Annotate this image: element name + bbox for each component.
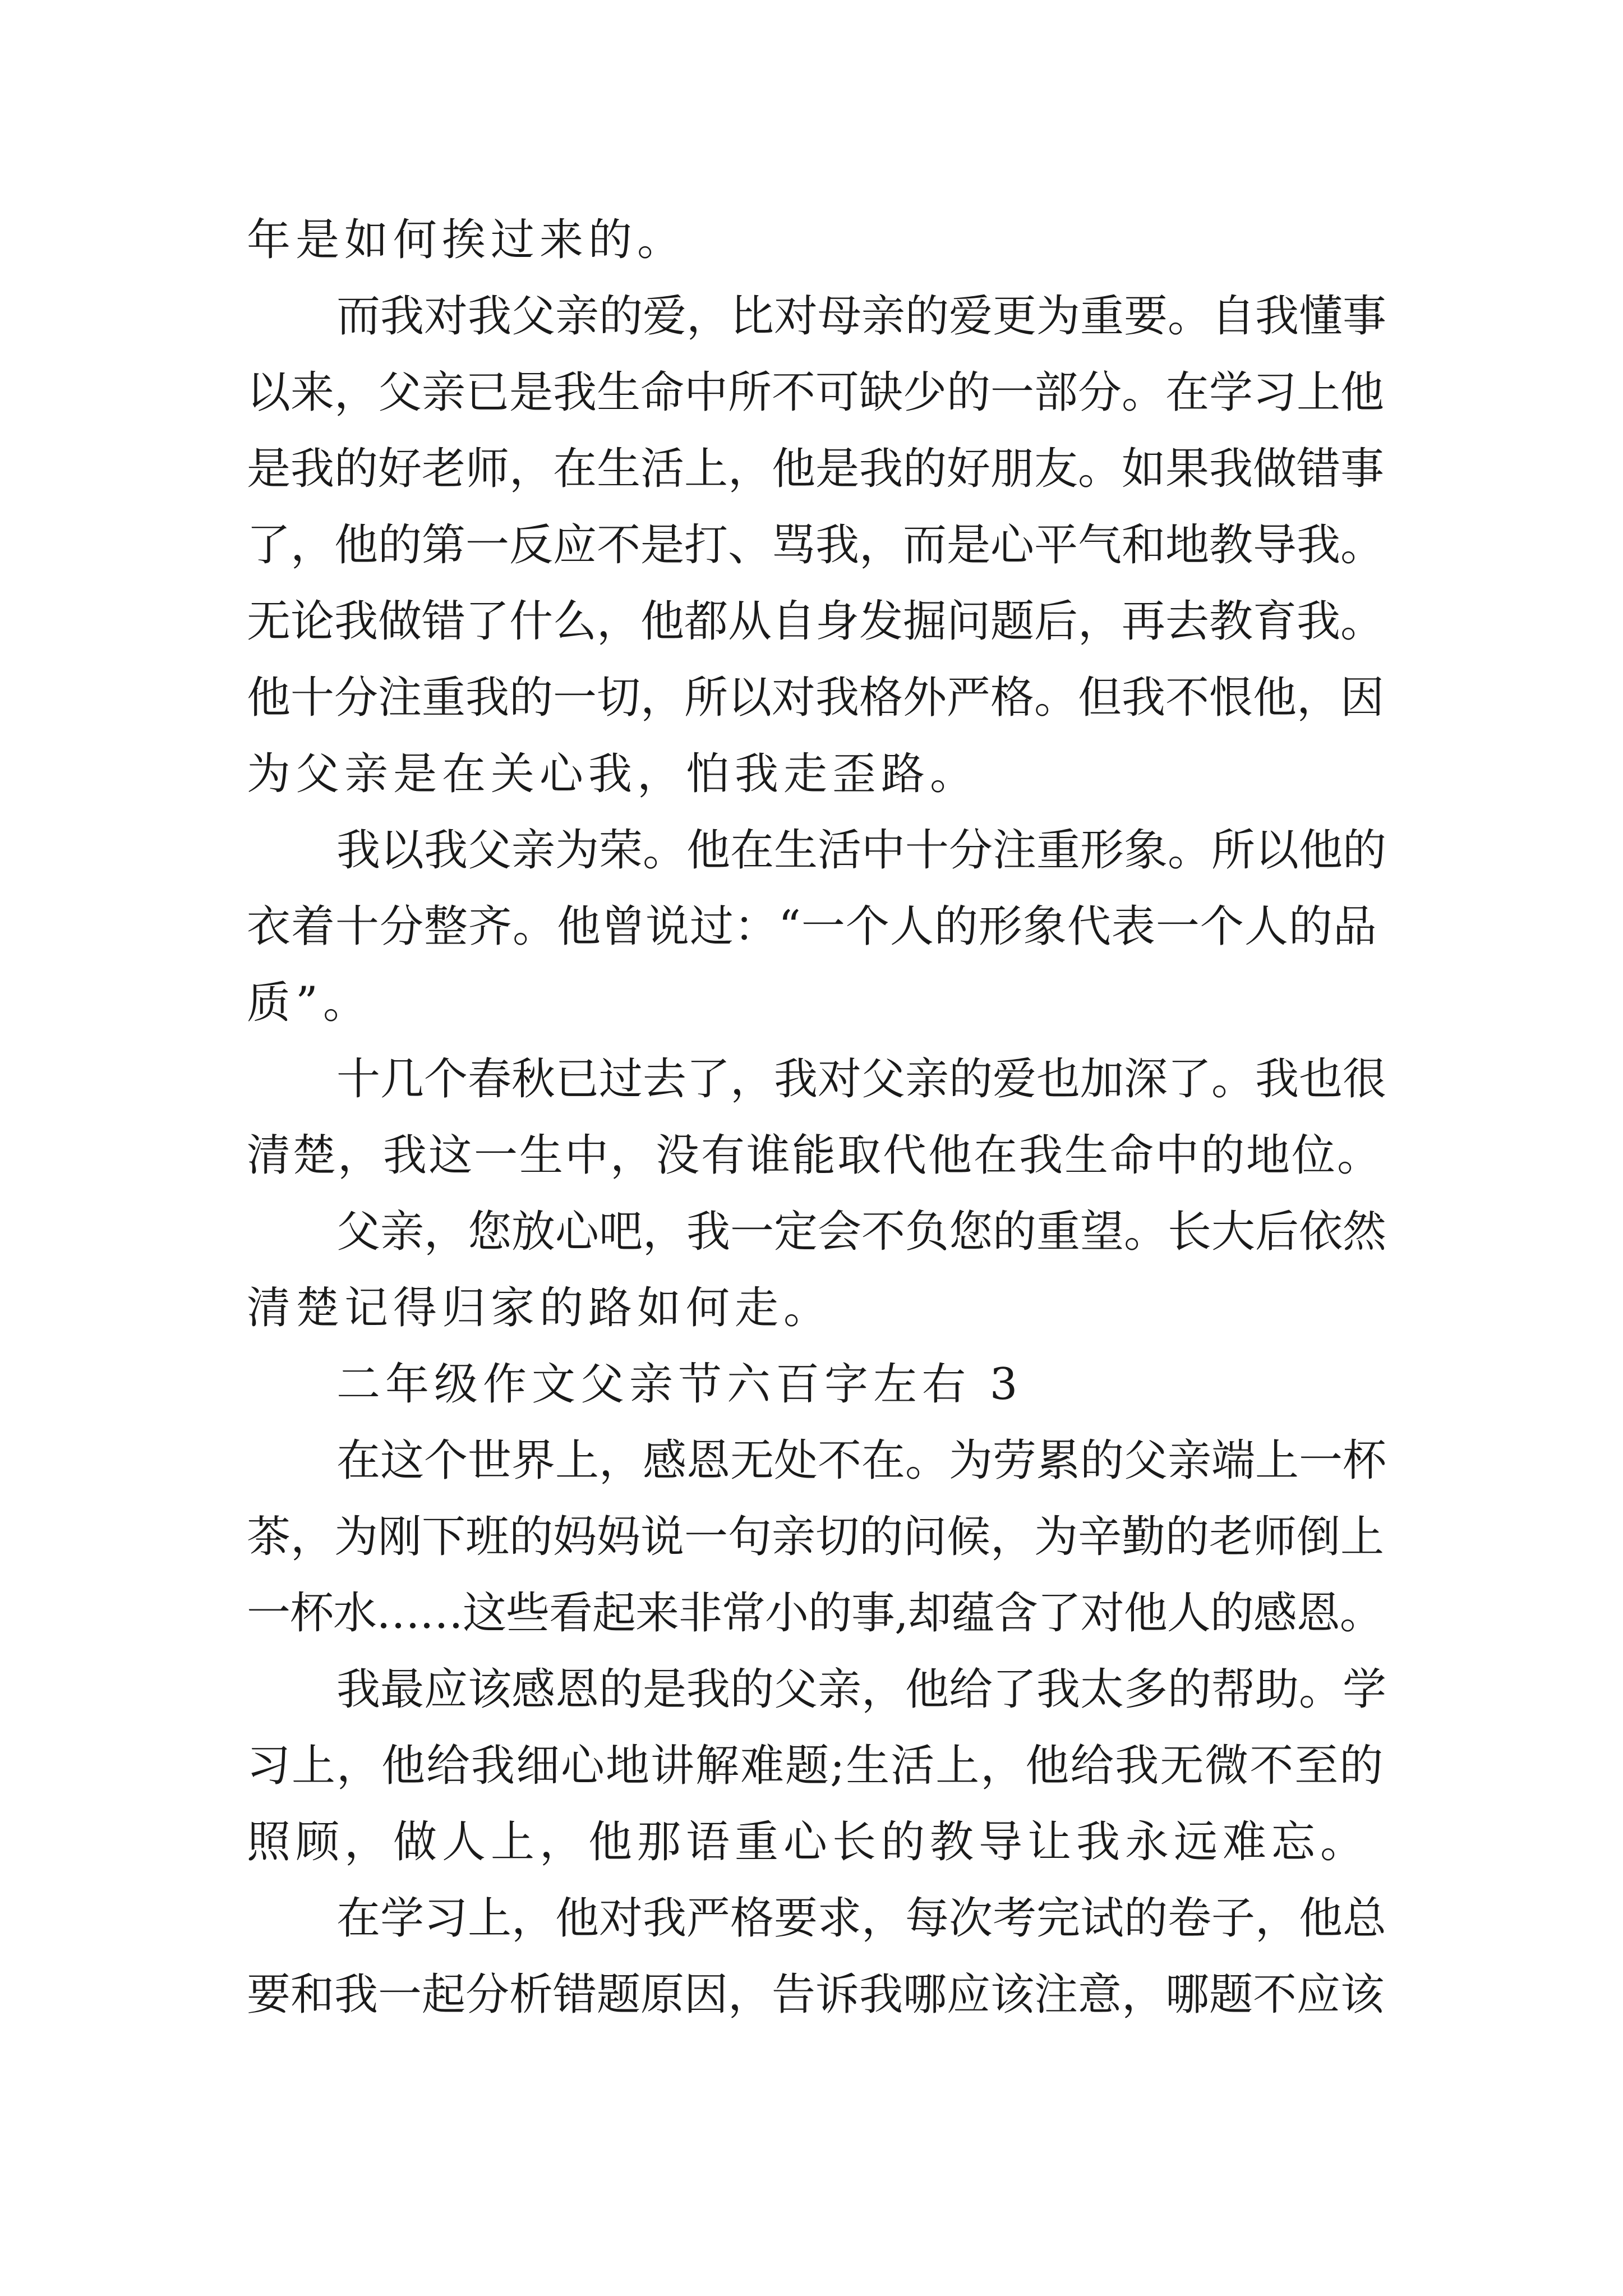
text-line: 茶，为刚下班的妈妈说一句亲切的问候，为辛勤的老师倒上 (247, 1512, 1385, 1562)
text-line: 清楚记得归家的路如何走。 (247, 1283, 833, 1333)
text-line: 照顾，做人上，他那语重心长的教导让我永远难忘。 (247, 1817, 1370, 1867)
text-line: 质”。 (247, 978, 372, 1028)
section-heading: 二年级作文父亲节六百字左右 3 (336, 1359, 1023, 1410)
text-line: 衣着十分整齐。他曾说过：“一个人的形象代表一个人的品 (247, 901, 1377, 952)
text-line: 在学习上，他对我严格要求，每次考完试的卷子，他总 (336, 1893, 1387, 1944)
text-line: 十几个春秋已过去了，我对父亲的爱也加深了。我也很 (336, 1054, 1387, 1105)
text-line: 清楚，我这一生中，没有谁能取代他在我生命中的地位。 (247, 1130, 1383, 1181)
text-line: 我最应该感恩的是我的父亲，他给了我太多的帮助。学 (336, 1664, 1387, 1715)
essay-body (247, 202, 1391, 2033)
text-line: 是我的好老师，在生活上，他是我的好朋友。如果我做错事 (247, 444, 1385, 494)
text-line: 而我对我父亲的爱，比对母亲的爱更为重要。自我懂事 (336, 291, 1387, 342)
text-line: 了，他的第一反应不是打、骂我，而是心平气和地教导我。 (247, 520, 1385, 570)
text-line: 在这个世界上，感恩无处不在。为劳累的父亲端上一杯 (336, 1435, 1387, 1486)
text-line: 他十分注重我的一切，所以对我格外严格。但我不恨他，因 (247, 673, 1385, 723)
text-line: 习上，他给我细心地讲解难题;生活上，他给我无微不至的 (247, 1741, 1385, 1791)
text-line: 年是如何挨过来的。 (247, 215, 686, 265)
text-line: 无论我做错了什么，他都从自身发掘问题后，再去教育我。 (247, 596, 1385, 647)
text-line: 要和我一起分析错题原因，告诉我哪应该注意，哪题不应该 (247, 1970, 1385, 2020)
text-line: 以来，父亲已是我生命中所不可缺少的一部分。在学习上他 (247, 367, 1385, 418)
text-line: 我以我父亲为荣。他在生活中十分注重形象。所以他的 (336, 825, 1387, 876)
text-line: 一杯水……这些看起来非常小的事,却蕴含了对他人的感恩。 (247, 1588, 1383, 1639)
text-line: 为父亲是在关心我，怕我走歪路。 (247, 749, 979, 799)
text-line: 父亲，您放心吧，我一定会不负您的重望。长大后依然 (336, 1207, 1387, 1257)
